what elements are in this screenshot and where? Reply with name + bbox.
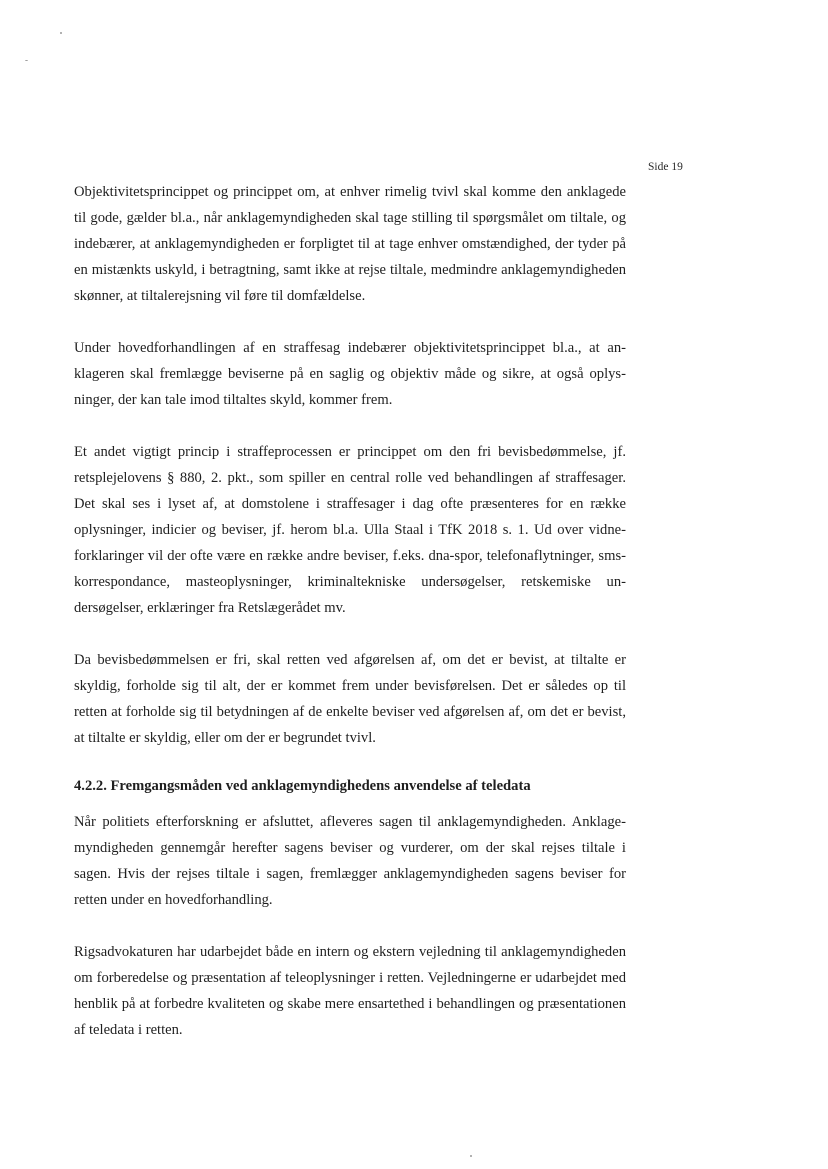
paragraph: Da bevisbedømmelsen er fri, skal retten ved afgørelsen af, om det er bevist, at tiltalte er skyldig, forholde sig til alt, der er kommet frem under bevisførelsen. Det er således op til retten at forholde sig til betydningen af de enkelte beviser ved afgørelsen af, om det er bevist, at tiltalte er skyldig, eller om der er begrundet tvivl.	[74, 652, 626, 746]
section-heading: 4.2.2. Fremgangsmåden ved anklagemyndighedens anvendelse af teledata	[74, 778, 531, 794]
scan-speck	[470, 1155, 472, 1157]
paragraph: Rigsadvokaturen har udarbejdet både en intern og ekstern vejledning til anklagemyndigheden om forberedelse og præsentation af teleoplysninger i retten. Vejledningerne er udarbejdet med henblik på at forbedre kvaliteten og skabe mere ensartethed i behandlingen og præsentationen af teledata i retten.	[74, 944, 626, 1038]
paragraph: Når politiets efterforskning er afsluttet, afleveres sagen til anklagemyndigheden. Anklagemyndigheden gennemgår herefter sagens beviser og vurderer, om der skal rejses tiltale i sagen. Hvis der rejses tiltale i sagen, fremlægger anklagemyndigheden sagens beviser for retten under en hovedforhandling.	[74, 814, 626, 908]
paragraph: Objektivitetsprincippet og princippet om, at enhver rimelig tvivl skal komme den anklagede til gode, gælder bl.a., når anklagemyndigheden skal tage stilling til spørgsmålet om tiltale, og indebærer, at anklagemyndigheden er forpligtet til at tage enhver omstændighed, der tyder på en mistænkts uskyld, i betragtning, samt ikke at rejse tiltale, medmindre anklagemyndigheden skønner, at tiltalerejsning vil føre til domfældelse.	[74, 184, 626, 304]
scan-speck	[25, 60, 28, 61]
paragraph: Et andet vigtigt princip i straffeprocessen er princippet om den fri bevisbedømmelse, jf. retsplejelovens § 880, 2. pkt., som spiller en central rolle ved behandlingen af straffesager. Det skal ses i lyset af, at domstolene i straffesager i dag ofte præsenteres for en række oplysninger, indicier og beviser, jf. herom bl.a. Ulla Staal i TfK 2018 s. 1. Ud over vidneforklaringer vil der ofte være en række andre beviser, f.eks. dna-spor, telefonaflytninger, sms-korrespondance, masteoplysninger, kriminaltekniske undersøgelser, retskemiske undersøgelser, erklæringer fra Retslægerådet mv.	[74, 444, 626, 616]
page-number: Side 19	[648, 161, 683, 173]
body-text	[74, 179, 626, 1043]
scan-speck	[60, 32, 62, 34]
paragraph: Under hovedforhandlingen af en straffesag indebærer objektivitetsprincippet bl.a., at anklageren skal fremlægge beviserne på en saglig og objektiv måde og sikre, at også oplysninger, der kan tale imod tiltaltes skyld, kommer frem.	[74, 340, 626, 408]
